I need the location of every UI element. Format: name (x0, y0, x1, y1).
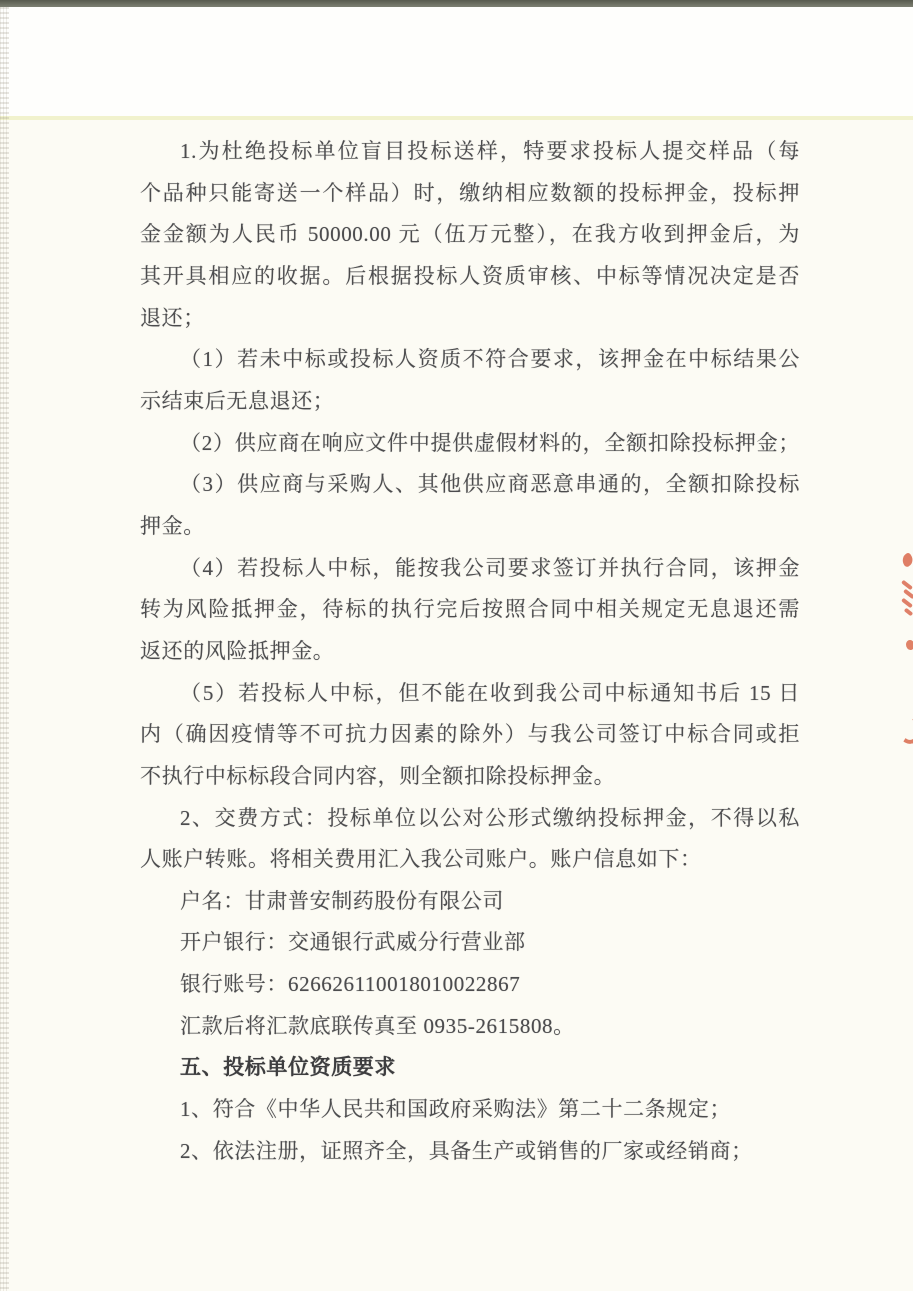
text-line: （4）若投标人中标，能按我公司要求签订并执行合同，该押金 (180, 555, 800, 580)
text-line: （5）若投标人中标，但不能在收到我公司中标通知书后 15 日 (180, 680, 800, 705)
scanner-top-bar (0, 0, 913, 7)
text-line: 开户银行：交通银行武威分行营业部 (180, 930, 526, 955)
seal-stroke-icon (894, 712, 913, 746)
text-line: 转为风险抵押金，待标的执行完后按照合同中相关规定无息退还需 (140, 597, 800, 622)
text-line: 户名：甘肃普安制药股份有限公司 (180, 888, 504, 913)
page-top-margin (0, 7, 913, 116)
text-line: 2、交费方式：投标单位以公对公形式缴纳投标押金，不得以私 (180, 805, 800, 830)
text-line: （2）供应商在响应文件中提供虚假材料的，全额扣除投标押金； (180, 430, 800, 455)
text-line: 2、依法注册，证照齐全，具备生产或销售的厂家或经销商； (180, 1138, 753, 1163)
section-heading: 五、投标单位资质要求 (180, 1055, 396, 1080)
text-line: 个品种只能寄送一个样品）时，缴纳相应数额的投标押金，投标押 (140, 180, 800, 205)
text-line: 返还的风险抵押金。 (140, 638, 335, 663)
seal-stroke-icon (904, 608, 913, 617)
page-fold-line (0, 116, 913, 120)
text-line: （3）供应商与采购人、其他供应商恶意串通的，全额扣除投标 (180, 472, 800, 497)
scan-left-edge-texture (0, 7, 9, 1291)
text-line: 不执行中标标段合同内容，则全额扣除投标押金。 (140, 763, 616, 788)
text-line: 1、符合《中华人民共和国政府采购法》第二十二条规定； (180, 1097, 732, 1122)
text-line: 人账户转账。将相关费用汇入我公司账户。账户信息如下： (140, 847, 702, 872)
text-line: 其开具相应的收据。后根据投标人资质审核、中标等情况决定是否 (140, 263, 800, 288)
text-line: 退还； (140, 305, 205, 330)
text-line: 金金额为人民币 50000.00 元（伍万元整），在我方收到押金后，为 (140, 222, 800, 247)
seal-stroke-icon (906, 640, 913, 650)
text-line: （1）若未中标或投标人资质不符合要求，该押金在中标结果公 (180, 347, 800, 372)
seal-stroke-icon (901, 580, 913, 591)
seal-stroke-icon (900, 552, 913, 568)
text-line: 内（确因疫情等不可抗力因素的除外）与我公司签订中标合同或拒 (140, 722, 800, 747)
text-line: 银行账号：626626110018010022867 (180, 972, 521, 997)
text-line: 押金。 (140, 513, 205, 538)
text-line: 示结束后无息退还； (140, 388, 335, 413)
text-line: 1.为杜绝投标单位盲目投标送样，特要求投标人提交样品（每 (180, 139, 800, 163)
document-body (140, 131, 800, 1172)
seal-stroke-icon (901, 598, 913, 609)
text-line: 汇款后将汇款底联传真至 0935-2615808。 (180, 1013, 575, 1038)
